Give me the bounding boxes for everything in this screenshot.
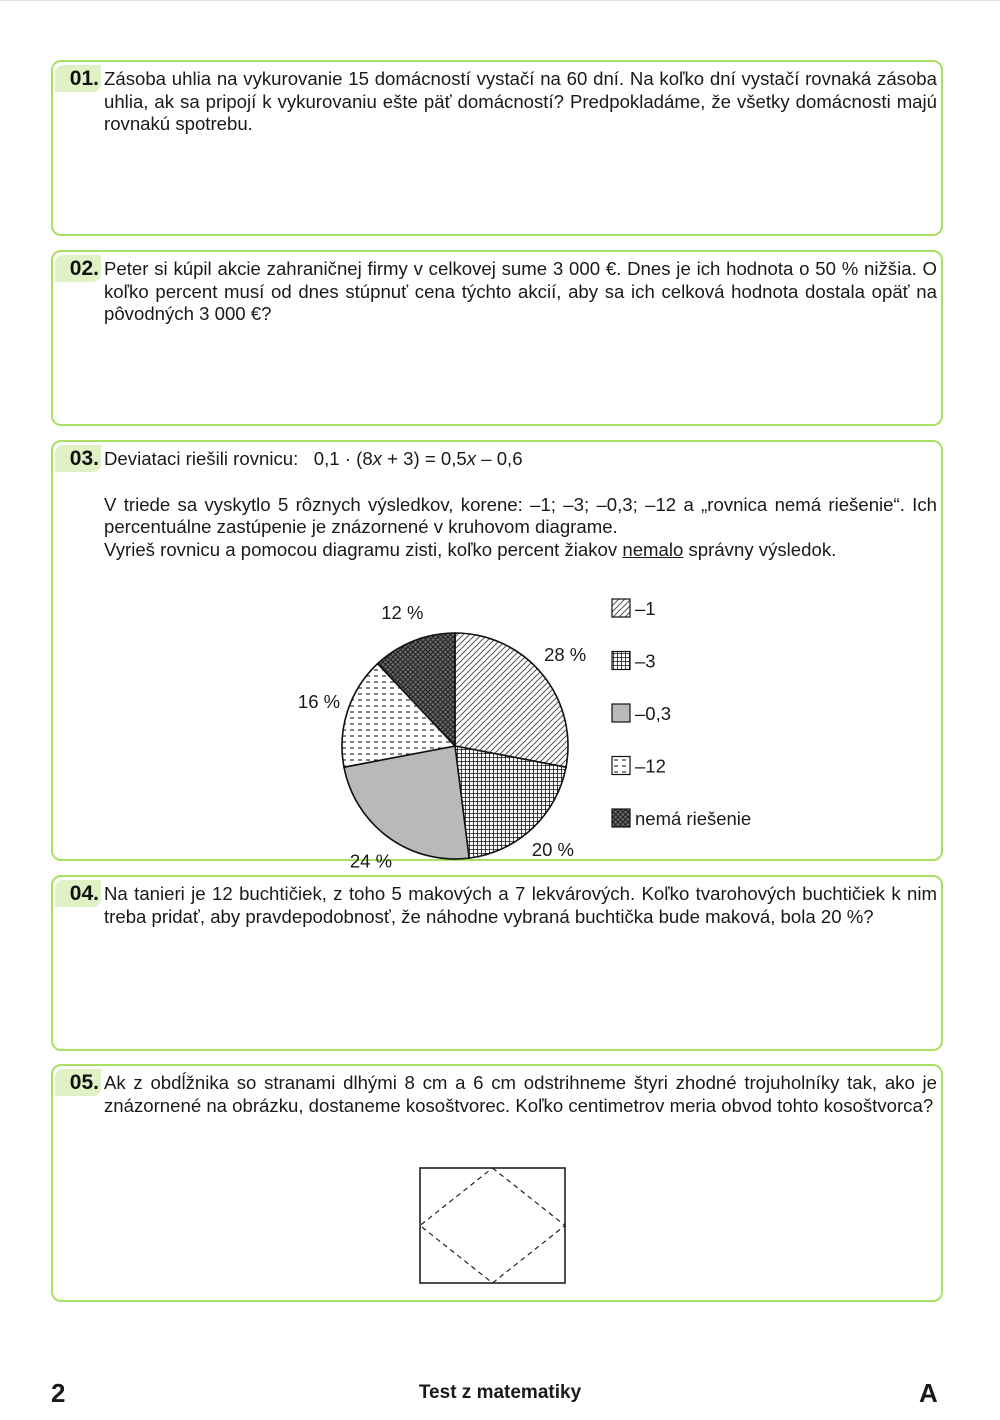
task-number: 01. <box>55 65 101 92</box>
task-05 <box>51 1064 943 1302</box>
task-number: 05. <box>55 1069 101 1096</box>
task-number: 04. <box>55 880 101 907</box>
equation-part: + 3) = 0,5 <box>381 448 467 469</box>
legend-label: nemá riešenie <box>635 808 752 829</box>
legend-swatch <box>612 599 630 617</box>
task-04 <box>51 875 943 1051</box>
test-variant: A <box>919 1378 938 1408</box>
text-run: správny výsledok. <box>683 538 837 560</box>
task-number: 02. <box>55 255 101 282</box>
task-text: Zásoba uhlia na vykurovanie 15 domácností vystačí na 60 dní. Na koľko dní vystačí rovnaká zásoba uhlia, ak sa pripojí k vykurovaniu ešte päť domácností? Predpokladáme, že všetky domácnosti majú rovnakú spotrebu. <box>104 68 937 134</box>
task-text: Na tanieri je 12 buchtičiek, z toho 5 makových a 7 lekvárových. Koľko tvarohových buchtičiek k nim treba pridať, aby pravdepodobnosť, že náhodne vybraná buchtička bude maková, bola 20 %? <box>104 883 937 927</box>
legend-swatch <box>612 809 630 827</box>
task-paragraph: V triede sa vyskytlo 5 rôznych výsledkov, korene: –1; –3; –0,3; –12 a „rovnica nemá riešenie“. Ich percentuálne zastúpenie je znázornené v kruhovom diagrame. <box>104 493 937 537</box>
equation-part: 0,1 · (8 <box>313 448 373 469</box>
task-paragraph <box>104 539 937 562</box>
task-text: Ak z obdĺžnika so stranami dlhými 8 cm a 6 cm odstrihneme štyri zhodné trojuholníky tak, ako je znázornené na obrázku, dostaneme kosoštvorec. Koľko centimetrov meria obvod tohto kosoštvorca? <box>104 1072 937 1116</box>
task-03 <box>51 440 943 872</box>
task-number: 03. <box>55 445 101 472</box>
legend-label: –12 <box>635 755 666 777</box>
legend-swatch <box>612 652 630 670</box>
legend-label: –0,3 <box>635 703 672 724</box>
rectangle <box>420 1168 565 1283</box>
pie-value-label: 12 % <box>381 602 424 624</box>
task-02 <box>51 250 943 426</box>
legend-label: –3 <box>635 650 656 672</box>
task-01 <box>51 60 943 236</box>
equation-variable: x <box>372 448 382 469</box>
task-text: Peter si kúpil akcie zahraničnej firmy v celkovej sume 3 000 €. Dnes je ich hodnota o 50 % nižšia. O koľko percent musí od dnes stúpnuť cena týchto akcií, aby sa ich celková hodnota dostala opäť na pôvodných 3 000 €? <box>104 258 937 324</box>
legend-swatch <box>612 757 630 775</box>
equation <box>314 448 523 469</box>
top-separator <box>0 0 1000 1</box>
chart-legend <box>612 598 751 829</box>
task-intro: Deviataci riešili rovnicu: <box>104 448 299 469</box>
footer-title: Test z matematiky <box>418 1382 582 1403</box>
equation-variable: x <box>466 448 477 469</box>
underlined-word: nemalo <box>622 538 684 560</box>
legend-label: –1 <box>635 598 656 619</box>
task-equation-line <box>104 448 937 471</box>
equation-part: – 0,6 <box>476 448 523 469</box>
rhombus <box>420 1168 565 1283</box>
pie-slices <box>342 633 568 859</box>
text-run: Vyrieš rovnicu a pomocou diagramu zisti, koľko percent žiakov <box>104 538 623 560</box>
pie-chart <box>53 577 941 872</box>
rectangle-rhombus-figure <box>418 1166 568 1286</box>
page-number: 2 <box>51 1378 66 1408</box>
legend-swatch <box>612 704 630 722</box>
pie-value-label: 20 % <box>531 839 574 861</box>
pie-value-label: 28 % <box>544 643 587 665</box>
pie-value-label: 24 % <box>349 850 393 872</box>
pie-value-label: 16 % <box>297 690 341 712</box>
